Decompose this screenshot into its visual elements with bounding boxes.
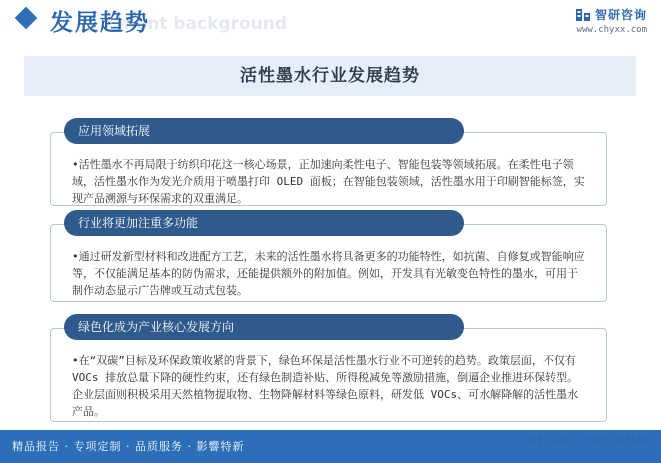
brand-row: [575, 6, 647, 23]
section-green: [50, 314, 607, 422]
section-heading: 绿色化成为产业核心发展方向: [64, 314, 464, 340]
building-logo-icon: [575, 7, 591, 23]
page-title: 活性墨水行业发展趋势: [240, 66, 420, 86]
title-band: [24, 56, 636, 96]
section-text: •通过研发新型材料和改进配方工艺，未来的活性墨水将具备更多的功能特性，如抗菌、自修复或智能响应等，不仅能满足基本的防伪需求，还能提供额外的附加值。例如，开发具有光敏变色特性的墨水，可用于制作动态显示广告牌或互动式包装。: [72, 250, 585, 297]
section-application: [50, 118, 607, 206]
footer-slogan: 精品报告 · 专项定制 · 品质服务 · 影響特新: [12, 440, 245, 453]
section-multifunction: [50, 210, 607, 302]
header-watermark: ment background: [118, 14, 288, 34]
section-text: •活性墨水不再局限于纺织印花这一核心场景，正加速向柔性电子、智能包装等领域拓展。在柔性电子领域，活性墨水作为发光介质用于喷墨打印 OLED 面板；在智能包装领域，活性墨水用于印刷智能标签，实现产品溯源与环保需求的双重满足。: [72, 158, 585, 205]
section-heading: 行业将更加注重多功能: [64, 210, 464, 236]
brand-name: 智研咨询: [594, 8, 647, 22]
brand[interactable]: [575, 6, 647, 35]
brand-url: www.chyxx.com: [576, 25, 647, 35]
section-text: •在“双碳”目标及环保政策收紧的背景下，绿色环保是活性墨水行业不可逆转的趋势。政策层面，不仅有 VOCs 排放总量下降的硬性约束，还有绿色制造补贴、所得税减免等激励措施，倒逼企业推进环保转型。企业层面则积极采用天然植物提取物、生物降解材料等绿色原料，研发低 VOCs、可水解降解的活性墨水产品。: [72, 354, 579, 418]
section-heading: 应用领域拓展: [64, 118, 464, 144]
diamond-icon: [15, 7, 38, 30]
header: [0, 0, 661, 50]
header-title: 发展趋势: [50, 10, 150, 36]
